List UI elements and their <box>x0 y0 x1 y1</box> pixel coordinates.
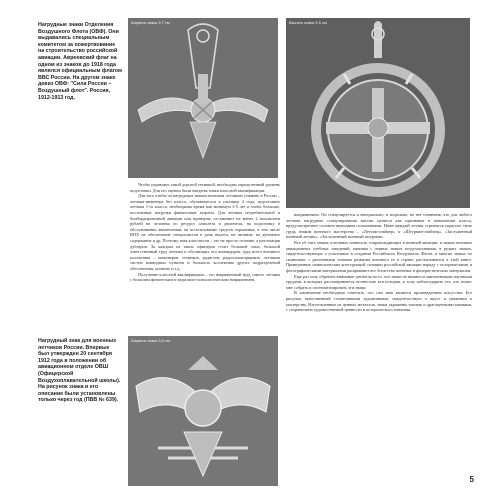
photo-badge-eagle <box>128 336 278 486</box>
paragraph: Еще раз хочу обратить внимание читателя на то, что знаки не являются законченными научными трудами, в которых рассматривается полностью вся история, и хочу поблагодарить тех, кто помог мне собрать и систематизировать эти знаки. <box>286 273 472 290</box>
photo-label-width-bottom: Ширина знака 5,5 см <box>131 338 170 343</box>
photo-label-height: Высота знака 5,5 см <box>289 20 327 25</box>
photo-label-width: Ширина знака 5,7 см <box>131 20 170 25</box>
page-number: 5 <box>469 475 474 484</box>
caption-top: Нагрудные знаки Отделения Воздушного Флота (ОВФ). Они выдавались специальным комитетом за пожертвование на строительство российской авиации. Авреевский флаг на одном из знаков до 1918 года являлся официальным флагом ВВС России. На другом знаке девиз ОВФ: "Сила России – Воздушный флот". Россия, 1912-1913 год. <box>38 22 122 101</box>
photo-badge-wreath <box>286 18 470 208</box>
paragraph: Чтобы управлять такой дорогой техникой, необходим определенный уровень подготовки. Для его оценки были введены знаки классной квалификации. <box>130 182 280 193</box>
text-column-2 <box>286 212 472 474</box>
caption-bottom: Нагрудный знак для военных летчиков России. Впервые был утвержден 20 сентября 1912 года в положении об авиационном отделе ОВШ (Офицерской Воздухоплавательной школы). На рисунок знака и его описание были установлены только через год (ПВВ № 639). <box>38 338 121 404</box>
paragraph: Получение классной квалификации – это напряженный труд самого летчика с большим физическим и морально-психологическим напряжением. <box>130 271 280 283</box>
paragraph: напряжением. Он стимулируется и материально, и морально, но нет сомнения, что для любого летчика нагрудные стимулирования высоко ценится как признание в повышении класса, предусмотренное соответствующими положениями. Ниже каждый летчик стремится украсить свою грудь знаком военного мастерства – «Летчик-снайпер» и «Штурман-снайпер», «Заслуженный военный летчик», «Заслуженный военный штурман». <box>286 212 472 240</box>
paragraph: Для того чтобы по нагрудным знакам военным летчикам узнавать в России – летчика-инженера без класса, обучающегося в училище 4 года, подготовить летчика 1-го класса, необходимы время как минимум 3-5 лет и очень большие, постоянные нагрузки финансовые затраты. Для летчика истребительной и бомбардировочной авиации они примерно составляют не менее 2 миллионов рублей на человека по ресурсу самолета и двигателя, на подготовку в обслуживании авиатехники, на использование средств поражения, в том числе ВПХ на обеспечение специалистов в день вылета, на питание, на денежное содержание и др. Поэтому знак классности – это не просто отличие, а реализация дублеров. За каждым из таких офицеров стоит большой опыт, большой ответственный труд летчика и обучающих его командиров, труд всего военного коллектива – инженеров, техников, радистов, радиолокаторщиков, летчиков систем командных пунктов и большого коллектива других подразделений обеспечения, понятно и т.д. <box>130 193 280 271</box>
badge-wreath-image <box>286 18 470 208</box>
paragraph: Все об этих знаках основных символов, сопровождающих в военной авиации, и знаках военных авиационных учебных заведений, начиная с первых знаков воздухоплавания, в редких знаках, свидетельствующих о участниках в создании Российского Воздушного Флота, и многих знаках по символике, с различными этапами развития военного ее в стране, рассказывается в этой книге. Приведенные символические конструкций. позиции российской авиации наряду с историческими и фотографическими материалами раскрывают все богатство военных и фалеристических материалов. <box>286 239 472 273</box>
text-column-1 <box>130 182 280 332</box>
badge-eagle-image <box>128 336 278 486</box>
photo-badge-winged-eagle <box>128 18 278 178</box>
paragraph: В заключение необходимо отметить, что сам знак является произведением искусства. Его рисунок, выполненный талантливыми художниками, свидетельствует о вкусе и уважении к мастерству. Изготовленные из ценных металлов, знаки украшены эмалью и драгоценными камнями, с сохранением художественной ценности и исторического значения. <box>286 290 472 313</box>
badge-winged-eagle-image <box>128 18 278 178</box>
